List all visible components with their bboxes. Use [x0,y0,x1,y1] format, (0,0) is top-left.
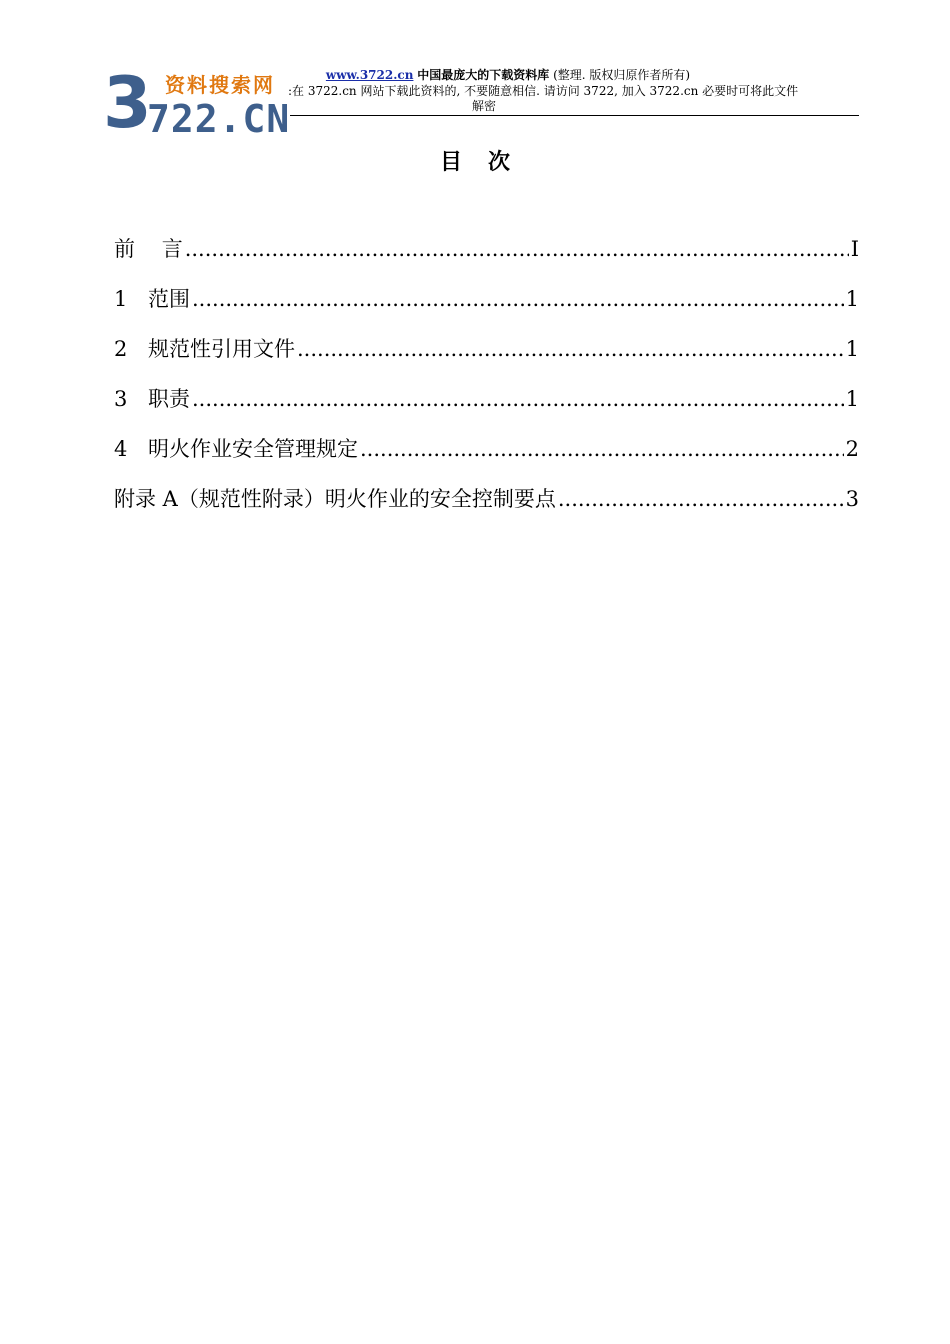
logo-tagline: 资料搜索网 [165,73,275,97]
toc-entry-normative-references[interactable] [114,334,859,384]
toc-section-number: 4 [114,437,128,461]
copyright-note: (整理. 版权归原作者所有) [553,68,691,82]
site-logo[interactable] [103,62,293,144]
toc-leader-dots [192,284,844,314]
toc-label: 前 言 [114,237,183,261]
site-slogan: 中国最庞大的下载资料库 [417,68,550,82]
toc-entry-open-flame-rules[interactable] [114,434,859,484]
toc-entry-preface[interactable] [114,234,859,284]
header-banner [308,68,708,83]
logo-domain: 722.CN [147,97,291,141]
toc-page-number: 1 [845,337,859,361]
toc-label: 规范性引用文件 [148,337,295,361]
toc-section-number: 2 [114,337,128,361]
table-of-contents [114,234,859,534]
toc-leader-dots [558,484,844,514]
toc-page-number: I [850,237,859,261]
toc-page-number: 1 [845,287,859,311]
header-notice: :在 3722.cn 网站下载此资料的, 不要随意相信. 请访问 3722, 加入 3722.cn 必要时可将此文件 [288,84,799,98]
toc-label: 明火作业安全管理规定 [148,437,358,461]
toc-label: 职责 [148,387,190,411]
toc-entry-appendix-a[interactable] [114,484,859,534]
header-notice-continued: 解密 [472,99,497,113]
site-link[interactable]: www.3722.cn [325,68,414,82]
title-part-1: 目 [439,150,462,175]
toc-page-number: 3 [845,487,859,511]
toc-entry-scope[interactable] [114,284,859,334]
toc-leader-dots [360,434,844,464]
toc-page-number: 2 [845,437,859,461]
toc-label: 附录 A（规范性附录）明火作业的安全控制要点 [114,487,556,511]
logo-digit: 3 [103,62,152,144]
toc-leader-dots [297,334,844,364]
toc-leader-dots [192,384,844,414]
page-title [0,148,950,178]
toc-leader-dots [185,234,849,264]
header-divider [290,115,859,116]
toc-page-number: 1 [845,387,859,411]
toc-label: 范围 [148,287,190,311]
toc-section-number: 3 [114,387,128,411]
toc-entry-responsibilities[interactable] [114,384,859,434]
toc-section-number: 1 [114,287,128,311]
title-part-2: 次 [488,150,511,175]
